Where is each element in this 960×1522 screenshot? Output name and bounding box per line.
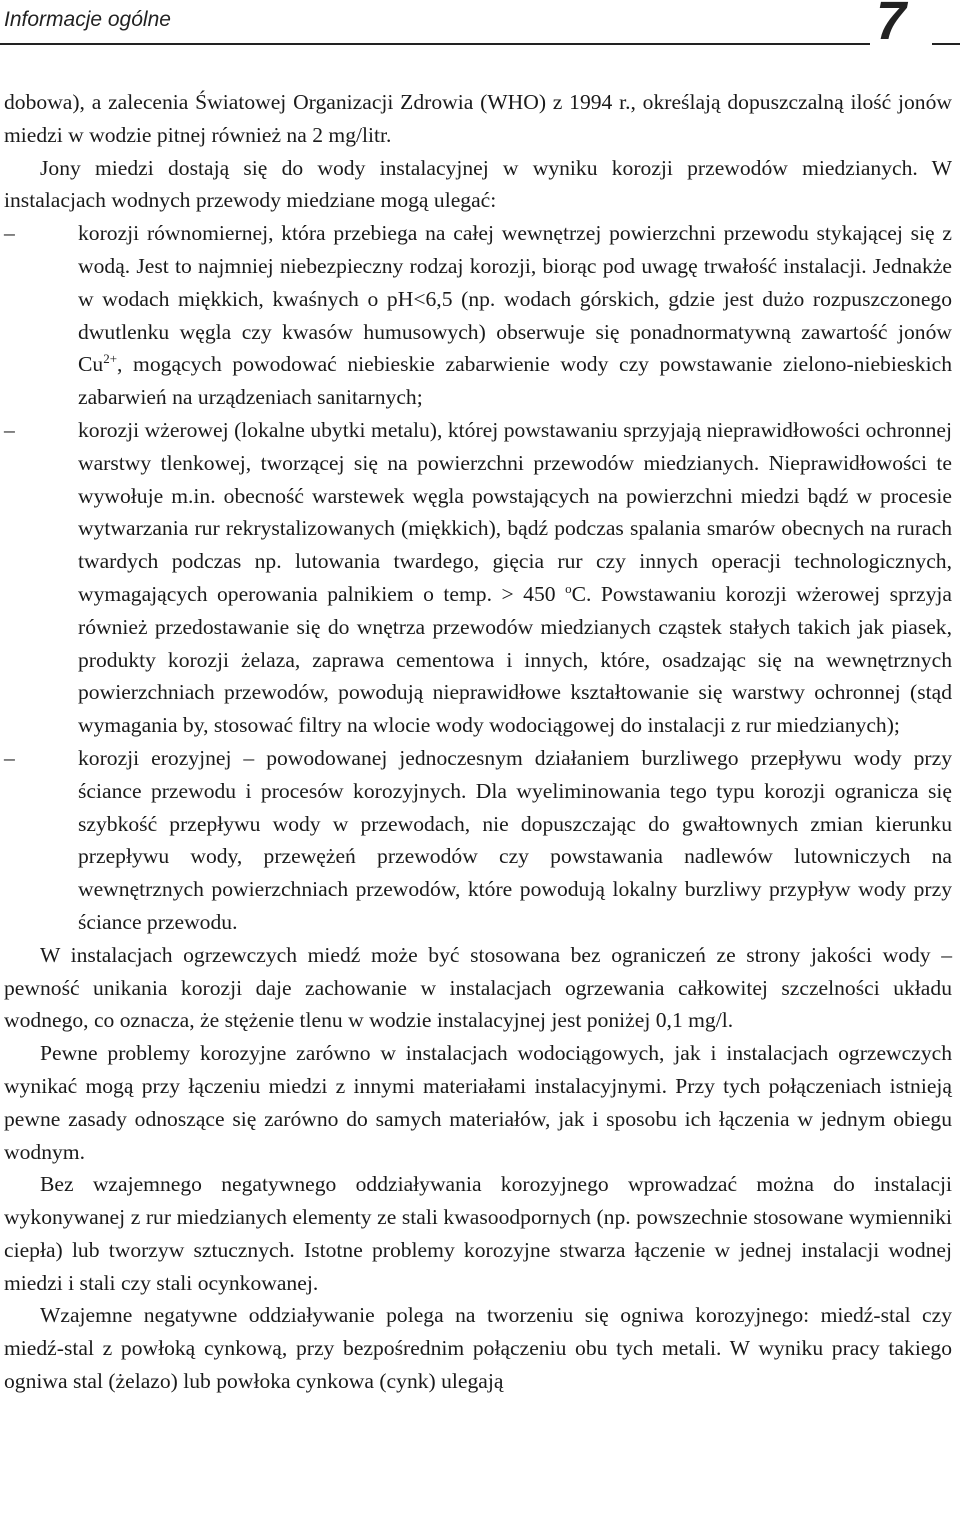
paragraph-6: Wzajemne negatywne oddziaływanie polega na tworzeniu się ogniwa korozyjnego: miedź-stal czy miedź-stal z powłoką cynkową, przy bezpośrednim połączeniu obu tych metali. W wyniku pracy takiego ogniwa stal (żelazo) lub powłoka cynkowa (cynk) ulegają — [4, 1303, 952, 1394]
paragraph-3: W instalacjach ogrzewczych miedź może być stosowana bez ograniczeń ze strony jakości wody – pewność unikania korozji daje zachowanie w instalacjach ogrzewania całkowitej szczelności układu wodnego, co oznacza, że stężenie tlenu w wodzie instalacyjnej jest poniżej 0,1 mg/l. — [4, 942, 952, 1033]
paragraph-1: dobowa), a zalecenia Światowej Organizacji Zdrowia (WHO) z 1994 r., określają dopuszczalną ilość jonów miedzi w wodzie pitnej również na 2 mg/litr. — [4, 90, 952, 147]
list-item-erosion-corrosion — [4, 742, 952, 939]
list-item-text: korozji równomiernej, która przebiega na całej wewnętrzej powierzchni przewodu stykającej się z wodą. Jest to najmniej niebezpieczny rodzaj korozji, biorąc pod uwagę trwałość instalacji. Jednakże w wodach miękkich, kwaśnych o pH<6,5 (np. wodach górskich, gdzie jest dużo rozpuszczonego dwutlenku węgla czy kwasów humusowych) obserwuje się ponadnormatywną zawartość jonów Cu — [78, 221, 952, 377]
list-item-text-cont: C. Powstawaniu korozji wżerowej sprzyja również przedostawanie się do wnętrza przewodów miedzianych cząstek stałych takich jak piasek, produkty korozji żelaza, zaprawa cementowa i innych, które, osadzając się na wewnętrznych powierzchniach przewodów, powodują nieprawidłowe kształtowanie się warstwy ochronnej (stąd wymagania by, stosować filtry na wlocie wody wodociągowej do instalacji z rur miedzianych); — [78, 581, 952, 738]
paragraph-5: Bez wzajemnego negatywnego oddziaływania korozyjnego wprowadzać można do instalacji wykonywanej z rur miedzianych elementy ze stali kwasoodpornych (np. powszechnie stosowane wymienniki ciepła) lub tworzyw sztucznych. Istotne problemy korozyjne stwarza łączenie w jednej instalacji wodnej miedzi i stali czy stali ocynkowanej. — [4, 1172, 952, 1295]
page-number: 7 — [876, 0, 907, 51]
header-rule-right — [932, 43, 960, 45]
running-title: Informacje ogólne — [4, 8, 171, 31]
page-body — [4, 86, 952, 1398]
header-rule-left — [0, 43, 870, 45]
list-item-uniform-corrosion — [4, 217, 952, 414]
list-item-text-cont: , mogących powodować niebieskie zabarwienie wody czy powstawanie zielono-niebieskich zabarwień na urządzeniach sanitarnych; — [78, 352, 952, 410]
list-item-text: korozji wżerowej (lokalne ubytki metalu), której powstawaniu sprzyjają nieprawidłowości ochronnej warstwy tlenkowej, tworzącej się na powierzchni przewodów miedzianych. Nieprawidłowości te wywołuje m.in. obecność warstewek węgla powstających na powierzchni miedzi bądź w procesie wytwarzania rur rekrystalizowanych (miękkich), bądź podczas spalania smarów obecnych na rurach twardych podczas np. lutowania twardego, gięcia rur czy innych operacji technologicznych, wymagających operowania palnikiem o temp. > 450 — [78, 417, 952, 606]
superscript: o — [565, 580, 572, 596]
dash-bullet: – — [4, 417, 15, 442]
superscript: 2+ — [103, 351, 118, 367]
paragraph-2: Jony miedzi dostają się do wody instalacyjnej w wyniku korozji przewodów miedzianych. W instalacjach wodnych przewody miedziane mogą ulegać: — [4, 155, 952, 213]
dash-bullet: – — [4, 745, 15, 770]
corrosion-types-list — [4, 217, 952, 939]
dash-bullet: – — [4, 221, 15, 246]
page-header — [0, 0, 960, 51]
paragraph-4: Pewne problemy korozyjne zarówno w instalacjach wodociągowych, jak i instalacjach ogrzewczych wynikać mogą przy łączeniu miedzi z innymi materiałami instalacyjnymi. Przy tych połączeniach istnieją pewne zasady odnoszące się zarówno do samych materiałów, jak i sposobu ich łączenia w jednym obiegu wodnym. — [4, 1041, 952, 1164]
list-item-text: korozji erozyjnej – powodowanej jednoczesnym działaniem burzliwego przepływu wody przy ściance przewodu i procesów korozyjnych. Dla wyeliminowania tego typu korozji ogranicza się szybkość przepływu wody w przewodach, nie dopuszczając do gwałtownych zmian kierunku przepływu wody, przewężeń przewodów czy powstawania nadlewów lutowniczych na wewnętrznych powierzchniach przewodów, które powodują lokalny burzliwy przypływ wody przy ściance przewodu. — [78, 745, 952, 934]
list-item-pitting-corrosion — [4, 414, 952, 742]
